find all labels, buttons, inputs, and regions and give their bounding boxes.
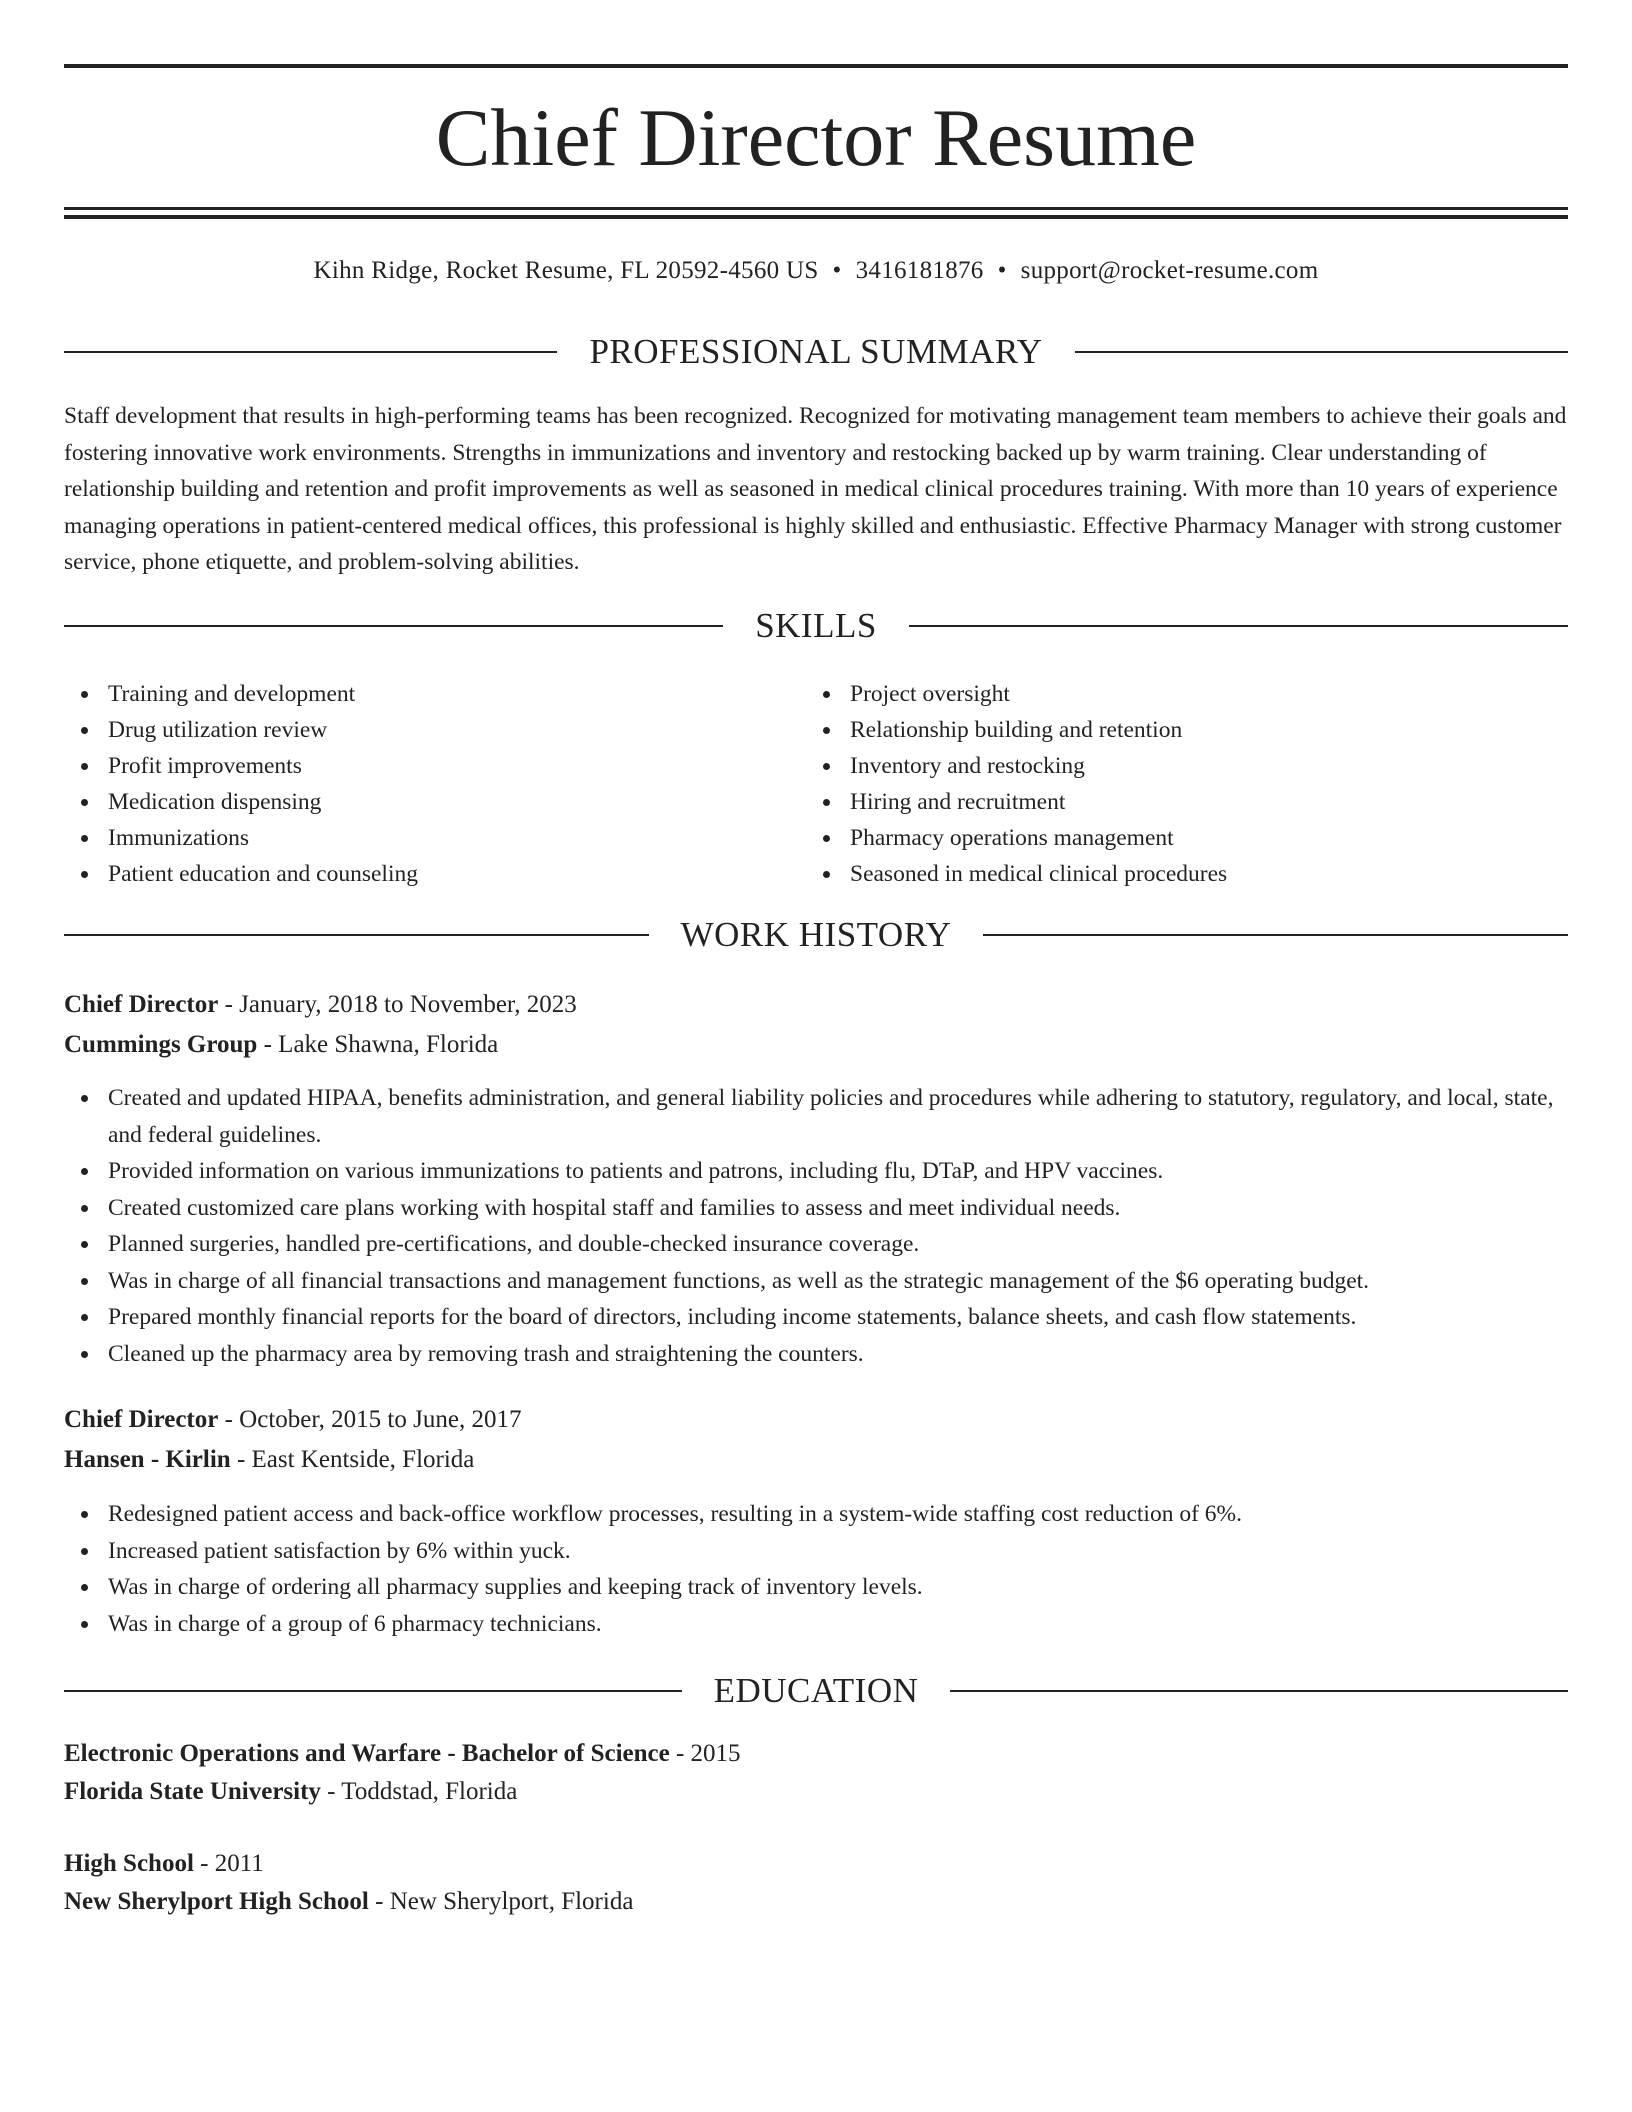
job-company: Hansen - Kirlin <box>64 1446 231 1473</box>
skill-item: Inventory and restocking <box>806 748 1568 784</box>
job-bullet: Redesigned patient access and back-office workflow processes, resulting in a system-wide staffing cost reduction of 6%. <box>64 1496 1568 1533</box>
section-title: PROFESSIONAL SUMMARY <box>589 332 1043 371</box>
contact-phone: 3416181876 <box>855 257 984 284</box>
job-bullet: Created and updated HIPAA, benefits administration, and general liability policies and procedures while adhering to statutory, regulatory, and local, state, and federal guidelines. <box>64 1080 1568 1153</box>
skill-item: Project oversight <box>806 676 1568 712</box>
contact-line <box>64 254 1568 288</box>
job-company-line <box>64 1025 1568 1065</box>
education-school: Florida State University <box>64 1778 321 1805</box>
job-title-line <box>64 985 1568 1025</box>
job-bullet: Planned surgeries, handled pre-certifications, and double-checked insurance coverage. <box>64 1226 1568 1263</box>
skill-item: Pharmacy operations management <box>806 820 1568 856</box>
summary-text: Staff development that results in high-performing teams has been recognized. Recognized for motivating management team members to achieve their goals and fostering innovative work environments. Strengths in immunizations and inventory and restocking backed up by warm training. Clear understanding of relationship building and retention and profit improvements as well as seasoned in medical clinical procedures training. With more than 10 years of experience managing operations in patient-centered medical offices, this professional is highly skilled and enthusiastic. Effective Pharmacy Manager with strong customer service, phone etiquette, and problem-solving abilities. <box>64 403 1567 575</box>
job-bullet: Was in charge of a group of 6 pharmacy technicians. <box>64 1606 1568 1643</box>
education-year: - 2011 <box>193 1850 264 1877</box>
heading-rule <box>64 1690 682 1692</box>
skill-item: Profit improvements <box>64 748 794 784</box>
heading-rule <box>64 351 557 353</box>
job-title-line <box>64 1400 1568 1440</box>
job-bullet: Provided information on various immunizations to patients and patrons, including flu, DTaP, and HPV vaccines. <box>64 1153 1568 1190</box>
job-dates: - October, 2015 to June, 2017 <box>218 1406 522 1433</box>
job-location: - East Kentside, Florida <box>230 1446 475 1473</box>
section-heading-summary <box>64 332 1568 372</box>
skill-item: Hiring and recruitment <box>806 784 1568 820</box>
top-rule <box>64 64 1568 68</box>
heading-rule <box>1075 351 1568 353</box>
title-double-rule-lower <box>64 215 1568 219</box>
education-degree: High School <box>64 1850 194 1877</box>
job-bullet-list <box>64 1080 1568 1372</box>
job-bullet: Was in charge of all financial transactions and management functions, as well as the strategic management of the $6 operating budget. <box>64 1263 1568 1300</box>
job-bullet: Prepared monthly financial reports for the board of directors, including income statements, balance sheets, and cash flow statements. <box>64 1299 1568 1336</box>
heading-rule <box>909 625 1568 627</box>
job-bullet: Was in charge of ordering all pharmacy supplies and keeping track of inventory levels. <box>64 1569 1568 1606</box>
education-school-line <box>64 1882 1568 1922</box>
section-title: SKILLS <box>755 606 877 645</box>
skills-list-right <box>806 676 1568 892</box>
section-title: WORK HISTORY <box>680 915 952 954</box>
job-company: Cummings Group <box>64 1031 258 1058</box>
education-location: - New Sherylport, Florida <box>368 1888 634 1915</box>
job-bullet: Cleaned up the pharmacy area by removing trash and straightening the counters. <box>64 1336 1568 1373</box>
job-location: - Lake Shawna, Florida <box>257 1031 499 1058</box>
job-dates: - January, 2018 to November, 2023 <box>218 991 577 1018</box>
skill-item: Seasoned in medical clinical procedures <box>806 856 1568 892</box>
education-degree-line <box>64 1844 1568 1884</box>
job-company-line <box>64 1440 1568 1480</box>
job-title: Chief Director <box>64 991 219 1018</box>
education-degree-line <box>64 1734 1568 1774</box>
skill-item: Immunizations <box>64 820 794 856</box>
skill-item: Drug utilization review <box>64 712 794 748</box>
resume-title: Chief Director Resume <box>435 92 1197 183</box>
skill-item: Medication dispensing <box>64 784 794 820</box>
heading-rule <box>950 1690 1568 1692</box>
contact-separator: • <box>832 257 842 284</box>
education-year: - 2015 <box>669 1740 741 1767</box>
heading-rule <box>983 934 1568 936</box>
job-bullet: Increased patient satisfaction by 6% within yuck. <box>64 1533 1568 1570</box>
contact-separator: • <box>997 257 1007 284</box>
section-heading-education <box>64 1671 1568 1711</box>
education-school: New Sherylport High School <box>64 1888 369 1915</box>
section-heading-work-history <box>64 915 1568 955</box>
skills-list-left <box>64 676 794 892</box>
title-double-rule-upper <box>64 207 1568 210</box>
contact-email: support@rocket-resume.com <box>1020 257 1319 284</box>
skill-item: Relationship building and retention <box>806 712 1568 748</box>
section-title: EDUCATION <box>713 1671 919 1710</box>
education-degree: Electronic Operations and Warfare - Bachelor of Science <box>64 1740 670 1767</box>
education-location: - Toddstad, Florida <box>320 1778 518 1805</box>
heading-rule <box>64 625 723 627</box>
section-heading-skills <box>64 606 1568 646</box>
education-school-line <box>64 1772 1568 1812</box>
heading-rule <box>64 934 649 936</box>
skill-item: Patient education and counseling <box>64 856 794 892</box>
job-bullet: Created customized care plans working with hospital staff and families to assess and meet individual needs. <box>64 1190 1568 1227</box>
skill-item: Training and development <box>64 676 794 712</box>
job-bullet-list <box>64 1496 1568 1642</box>
contact-address: Kihn Ridge, Rocket Resume, FL 20592-4560 US <box>313 257 819 284</box>
job-title: Chief Director <box>64 1406 219 1433</box>
